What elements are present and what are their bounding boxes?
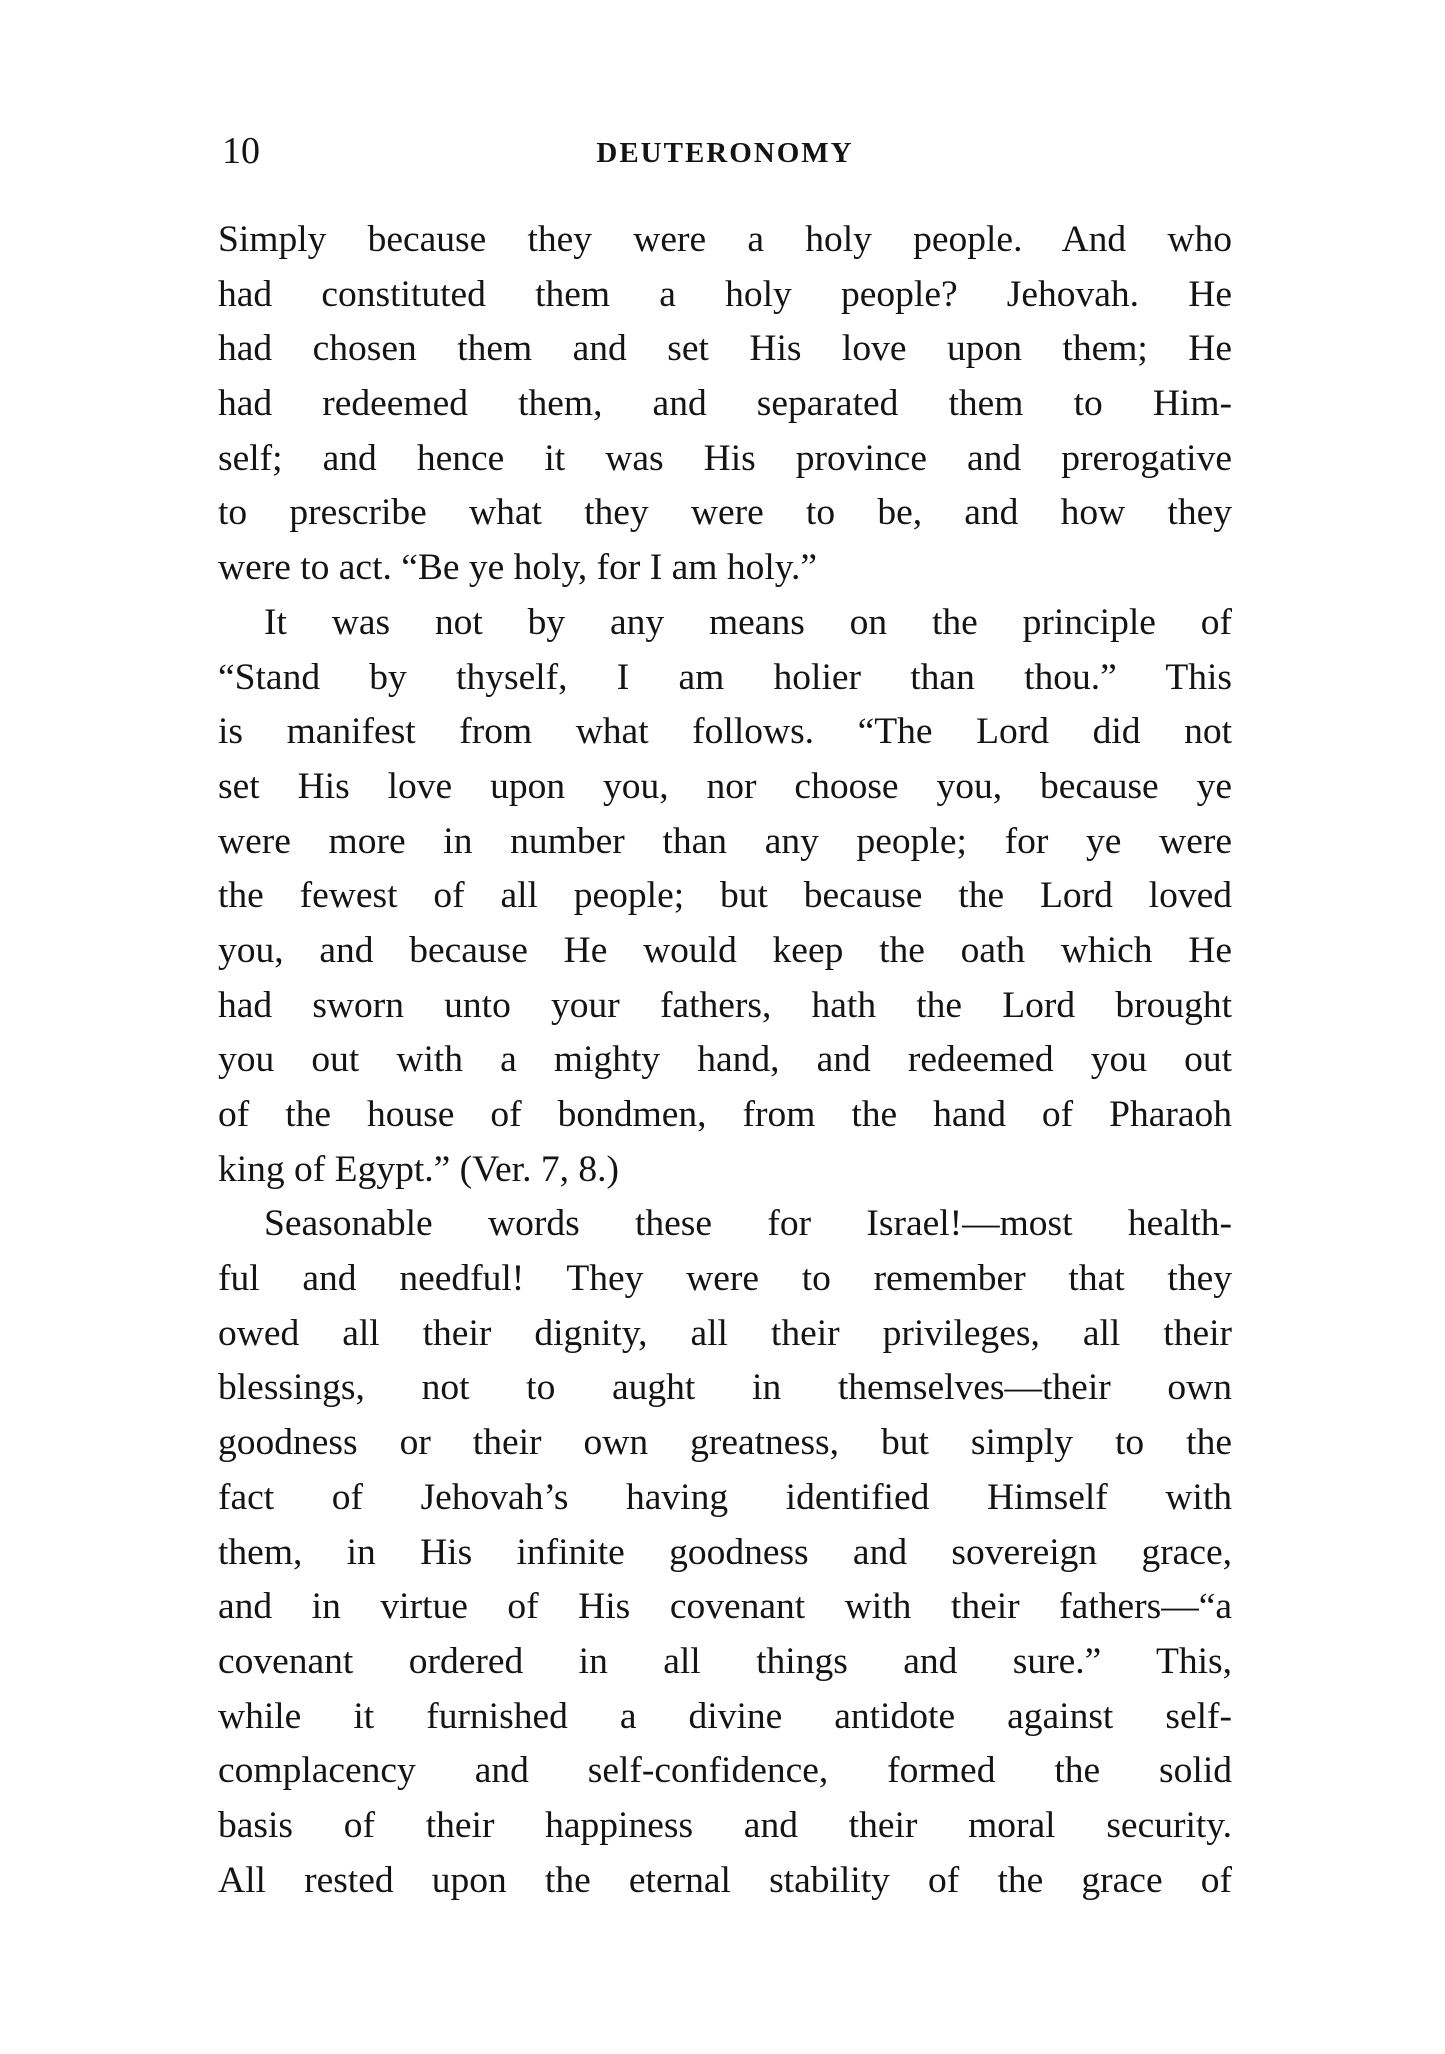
text-line: king of Egypt.” (Ver. 7, 8.) bbox=[218, 1148, 619, 1190]
text-line: were to act. “Be ye holy, for I am holy.” bbox=[218, 547, 818, 589]
text-line: fact of Jehovah’s having identified Himself with bbox=[218, 1476, 1232, 1518]
paragraph-first-line: It was not by any means on the principle of bbox=[264, 601, 1232, 643]
text-line: self; and hence it was His province and prerogative bbox=[218, 437, 1232, 479]
text-line: to prescribe what they were to be, and how they bbox=[218, 492, 1232, 534]
text-line: had chosen them and set His love upon them; He bbox=[218, 328, 1232, 370]
text-line: goodness or their own greatness, but simply to the bbox=[218, 1422, 1232, 1464]
text-line: owed all their dignity, all their privileges, all their bbox=[218, 1312, 1232, 1354]
text-line: them, in His infinite goodness and sovereign grace, bbox=[218, 1531, 1232, 1573]
text-line: blessings, not to aught in themselves—their own bbox=[218, 1367, 1232, 1409]
text-line: you out with a mighty hand, and redeemed you out bbox=[218, 1039, 1232, 1081]
running-title: DEUTERONOMY bbox=[596, 137, 854, 169]
text-line: covenant ordered in all things and sure.” This, bbox=[218, 1640, 1232, 1682]
text-line: basis of their happiness and their moral security. bbox=[218, 1804, 1232, 1846]
text-line: of the house of bondmen, from the hand of Pharaoh bbox=[218, 1094, 1232, 1135]
text-line: ful and needful! They were to remember that they bbox=[218, 1258, 1232, 1300]
page-number: 10 bbox=[222, 130, 260, 172]
text-line: had constituted them a holy people? Jehovah. He bbox=[218, 273, 1232, 315]
paragraph-first-line: Seasonable words these for Israel!—most health- bbox=[264, 1203, 1232, 1245]
running-head bbox=[218, 128, 1232, 174]
text-line: the fewest of all people; but because the Lord loved bbox=[218, 875, 1232, 917]
text-line: were more in number than any people; for ye were bbox=[218, 820, 1232, 862]
text-line: Simply because they were a holy people. And who bbox=[218, 219, 1232, 260]
text-line: “Stand by thyself, I am holier than thou.” This bbox=[218, 656, 1232, 698]
text-line: complacency and self-confidence, formed the solid bbox=[218, 1750, 1232, 1792]
text-line: All rested upon the eternal stability of the grace of bbox=[218, 1859, 1232, 1901]
text-line: set His love upon you, nor choose you, because ye bbox=[218, 765, 1232, 807]
text-line: while it furnished a divine antidote against self- bbox=[218, 1695, 1232, 1737]
text-line: you, and because He would keep the oath which He bbox=[218, 929, 1232, 971]
text-line: is manifest from what follows. “The Lord did not bbox=[218, 711, 1232, 753]
text-line: had redeemed them, and separated them to Him- bbox=[218, 383, 1232, 425]
body-text bbox=[218, 213, 1232, 1908]
text-line: had sworn unto your fathers, hath the Lord brought bbox=[218, 984, 1232, 1026]
text-line: and in virtue of His covenant with their fathers—“a bbox=[218, 1586, 1232, 1628]
